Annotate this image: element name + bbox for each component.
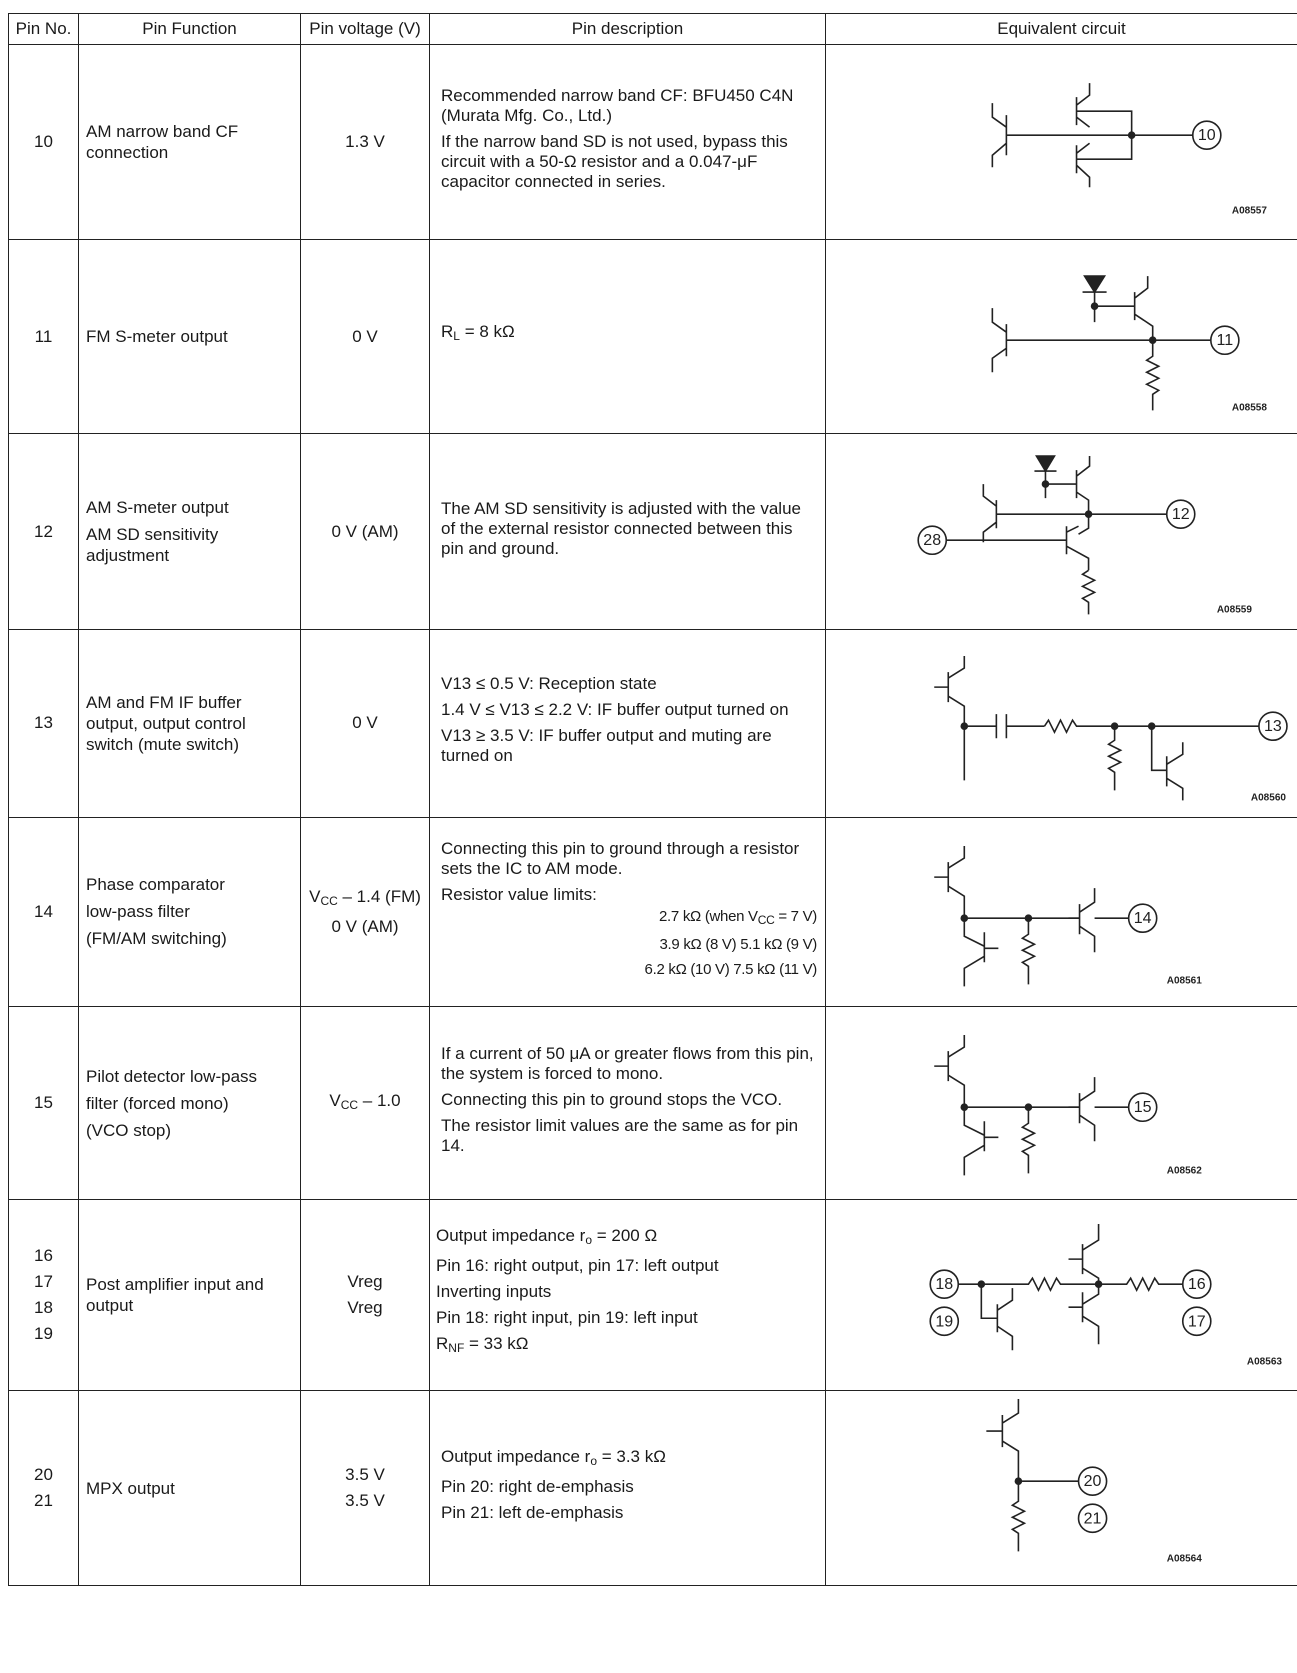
circuit-code: A08560 bbox=[1250, 792, 1286, 804]
pin-label: 16 bbox=[1187, 1275, 1206, 1294]
header-row bbox=[9, 14, 1297, 45]
pin-function: FM S-meter output bbox=[79, 240, 301, 433]
equivalent-circuit bbox=[826, 433, 1297, 629]
header-pin-function: Pin Function bbox=[79, 14, 301, 45]
pin-number: 12 bbox=[9, 433, 79, 629]
pin-description: Recommended narrow band CF: BFU450 C4N (Murata Mfg. Co., Ltd.) If the narrow band SD is not used, bypass this circuit with a 50-Ω resistor and a 0.047-μF capacitor connected in series. bbox=[430, 45, 826, 240]
pin-description: Connecting this pin to ground through a resistor sets the IC to AM mode. Resistor value limits: 2.7 kΩ (when $V_{CC} = 7$ V) 3.9 kΩ (8 V) 5.1 kΩ (9 V) 6.2 kΩ (10 V) 7.5 kΩ (11 V) bbox=[430, 817, 826, 1006]
circuit-diagram-a08561 bbox=[826, 818, 1297, 1006]
pin-label: 15 bbox=[1133, 1098, 1152, 1117]
header-pin-voltage: Pin voltage (V) bbox=[301, 14, 430, 45]
circuit-code: A08563 bbox=[1246, 1356, 1282, 1368]
table-row-pin-12 bbox=[9, 433, 1297, 629]
table-row-pin-14 bbox=[9, 817, 1297, 1006]
pin-number: 20 21 bbox=[9, 1390, 79, 1585]
equivalent-circuit bbox=[826, 630, 1297, 817]
circuit-diagram-a08560 bbox=[826, 630, 1297, 816]
pin-description: V13 ≤ 0.5 V: Reception state 1.4 V ≤ V13 ≤ 2.2 V: IF buffer output turned on V13 ≥ 3.5 V: IF buffer output and muting are turned on bbox=[430, 630, 826, 817]
pin-voltage: 0 V bbox=[301, 240, 430, 433]
pin-label: 14 bbox=[1133, 908, 1152, 927]
pin-description: $R_L = 8$ kΩ bbox=[430, 240, 826, 433]
circuit-code: A08564 bbox=[1166, 1553, 1202, 1565]
header-pin-description: Pin description bbox=[430, 14, 826, 45]
circuit-code: A08559 bbox=[1216, 604, 1252, 616]
circuit-code: A08557 bbox=[1231, 205, 1267, 217]
header-pin-no: Pin No. bbox=[9, 14, 79, 45]
circuit-diagram-a08559 bbox=[826, 434, 1297, 629]
pin-label: 18 bbox=[935, 1275, 954, 1294]
circuit-code: A08558 bbox=[1231, 402, 1267, 414]
circuit-code: A08561 bbox=[1166, 974, 1202, 986]
pin-label: 20 bbox=[1083, 1471, 1102, 1490]
equivalent-circuit bbox=[826, 1200, 1297, 1390]
equivalent-circuit bbox=[826, 1390, 1297, 1585]
table-row-pin-11 bbox=[9, 240, 1297, 433]
pin-description-table bbox=[8, 13, 1297, 1586]
pin-description: Output impedance $r_o = 200$ Ω Pin 16: right output, pin 17: left output Inverting inputs Pin 18: right input, pin 19: left input $R_{NF} = 33$ kΩ bbox=[430, 1200, 826, 1390]
pin-number: 16 17 18 19 bbox=[9, 1200, 79, 1390]
pin-description: Output impedance $r_o = 3.3$ kΩ Pin 20: right de-emphasis Pin 21: left de-emphasis bbox=[430, 1390, 826, 1585]
table-row-pin-20-21 bbox=[9, 1390, 1297, 1585]
pin-function: Pilot detector low-pass filter (forced mono) (VCO stop) bbox=[79, 1007, 301, 1200]
equivalent-circuit bbox=[826, 240, 1297, 433]
circuit-diagram-a08563 bbox=[826, 1200, 1297, 1389]
pin-voltage: 1.3 V bbox=[301, 45, 430, 240]
pin-voltage: Vreg Vreg bbox=[301, 1200, 430, 1390]
pin-number: 11 bbox=[9, 240, 79, 433]
equivalent-circuit bbox=[826, 1007, 1297, 1200]
pin-number: 13 bbox=[9, 630, 79, 817]
circuit-diagram-a08558 bbox=[826, 240, 1297, 432]
pin-voltage: 3.5 V 3.5 V bbox=[301, 1390, 430, 1585]
pin-label: 21 bbox=[1083, 1509, 1102, 1528]
circuit-code: A08562 bbox=[1166, 1165, 1202, 1177]
table-row-pin-16-19 bbox=[9, 1200, 1297, 1390]
pin-number: 10 bbox=[9, 45, 79, 240]
header-equivalent-circuit: Equivalent circuit bbox=[826, 14, 1297, 45]
table-row-pin-15 bbox=[9, 1007, 1297, 1200]
pin-function: Phase comparator low-pass filter (FM/AM switching) bbox=[79, 817, 301, 1006]
equivalent-circuit bbox=[826, 45, 1297, 240]
circuit-diagram-a08557 bbox=[826, 45, 1297, 239]
pin-label: 17 bbox=[1187, 1312, 1206, 1331]
pin-description: If a current of 50 μA or greater flows from this pin, the system is forced to mono. Connecting this pin to ground stops the VCO. The resistor limit values are the same as for pin 14. bbox=[430, 1007, 826, 1200]
table-row-pin-13 bbox=[9, 630, 1297, 817]
table-row-pin-10 bbox=[9, 45, 1297, 240]
pin-description: The AM SD sensitivity is adjusted with the value of the external resistor connected between this pin and ground. bbox=[430, 433, 826, 629]
pin-label: 19 bbox=[935, 1312, 954, 1331]
pin-function: AM narrow band CF connection bbox=[79, 45, 301, 240]
pin-voltage: $V_{CC} - 1.0$ bbox=[301, 1007, 430, 1200]
pin-label: 13 bbox=[1264, 717, 1282, 736]
pin-label: 11 bbox=[1216, 331, 1234, 350]
pin-number: 14 bbox=[9, 817, 79, 1006]
pin-label: 12 bbox=[1171, 504, 1190, 523]
pin-voltage: $V_{CC} - 1.4$ (FM) 0 V (AM) bbox=[301, 817, 430, 1006]
pin-function: MPX output bbox=[79, 1390, 301, 1585]
pin-function: AM and FM IF buffer output, output control switch (mute switch) bbox=[79, 630, 301, 817]
circuit-diagram-a08562 bbox=[826, 1007, 1297, 1199]
equivalent-circuit bbox=[826, 817, 1297, 1006]
pin-function: AM S-meter output AM SD sensitivity adjustment bbox=[79, 433, 301, 629]
pin-voltage: 0 V bbox=[301, 630, 430, 817]
circuit-diagram-a08564 bbox=[826, 1391, 1297, 1585]
pin-label: 10 bbox=[1197, 126, 1216, 145]
pin-function: Post amplifier input and output bbox=[79, 1200, 301, 1390]
pin-number: 15 bbox=[9, 1007, 79, 1200]
pin-voltage: 0 V (AM) bbox=[301, 433, 430, 629]
pin-label: 28 bbox=[923, 531, 942, 550]
